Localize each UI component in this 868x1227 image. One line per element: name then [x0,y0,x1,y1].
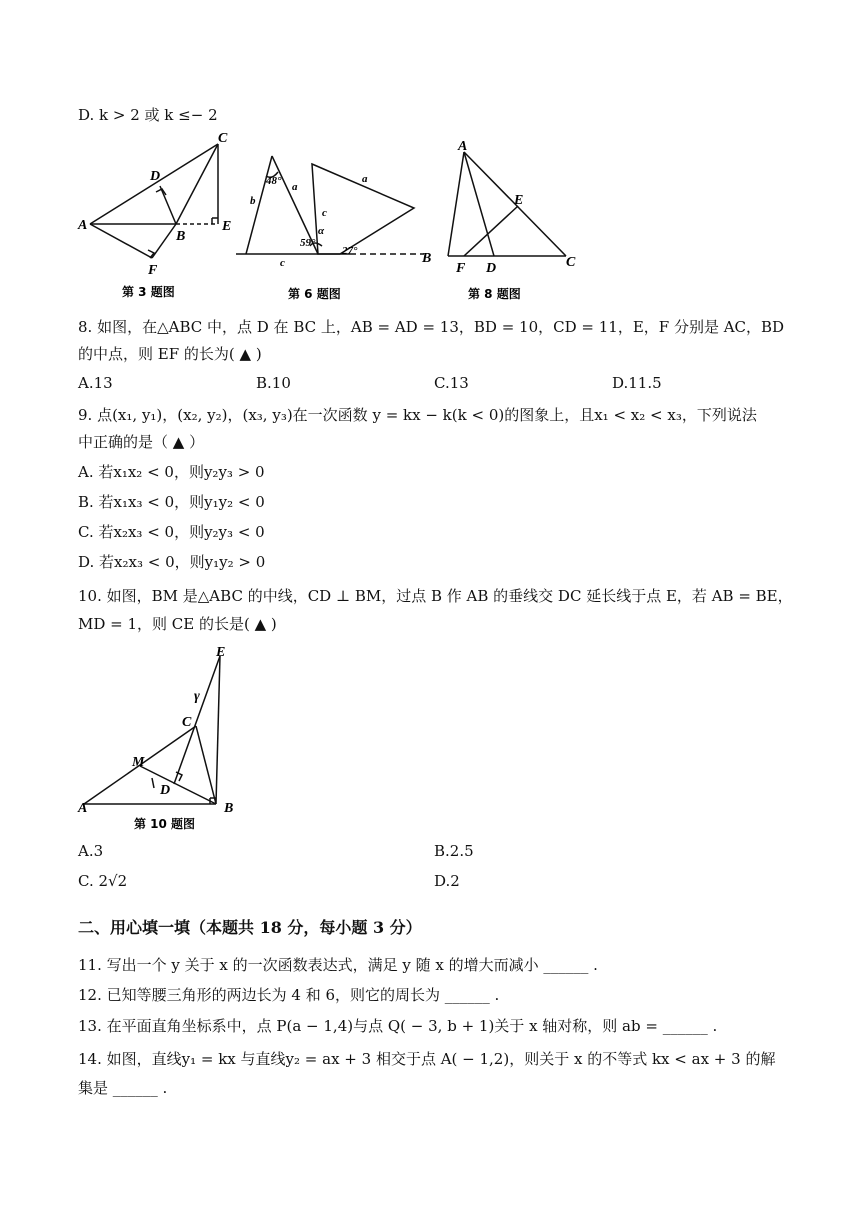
caption-fig10: 第 10 题图 [134,817,196,831]
section-2-heading: 二、用心填一填（本题共 18 分，每小题 3 分） [78,918,422,937]
q10-option-c: C. 2√2 [78,872,128,890]
q9-option-b: B. 若x₁x₃ < 0，则y₁y₂ < 0 [78,493,265,511]
label-D: D [150,169,161,184]
q8-line2: 的中点，则 EF 的长为( ▲ ) [78,345,262,363]
figure-10 [78,644,248,834]
label-F-fig8: F [456,261,466,276]
label-B-fig6: B [422,251,432,266]
caption-fig6: 第 6 题图 [288,287,341,301]
q8-option-b: B.10 [256,374,291,392]
side-c-mid: c [322,207,327,219]
label-A-fig10: A [78,801,88,816]
q14-line2: 集是 ______ . [78,1079,168,1097]
label-C-fig8: C [566,255,576,270]
q9-option-a: A. 若x₁x₂ < 0，则y₂y₃ > 0 [78,463,265,481]
label-M: M [132,755,145,770]
label-B: B [176,229,186,244]
q8-option-a: A.13 [78,374,113,392]
label-C-fig10: C [182,715,192,730]
q12: 12. 已知等腰三角形的两边长为 4 和 6，则它的周长为 ______ . [78,986,500,1004]
side-c-bottom: c [280,257,285,269]
figure-6 [236,150,446,300]
q8-line1: 8. 如图，在△ABC 中，点 D 在 BC 上，AB = AD = 13，BD = 10，CD = 11，E，F 分别是 AC，BD [78,318,785,336]
label-F: F [148,263,158,278]
label-E-fig8: E [514,193,524,208]
prev-option-d: D. k > 2 或 k ≤− 2 [78,106,218,124]
side-a-right: a [362,173,368,185]
figure-3 [78,132,248,302]
figure-8 [448,138,588,301]
label-E-fig10: E [216,645,226,660]
q9-line1: 9. 点(x₁, y₁)，(x₂, y₂)，(x₃, y₃)在一次函数 y = kx − k(k < 0)的图象上，且x₁ < x₂ < x₃，下列说法 [78,406,757,424]
label-E: E [222,219,232,234]
q13: 13. 在平面直角坐标系中，点 P(a − 1,4)与点 Q( − 3, b + 1)关于 x 轴对称，则 ab = ______ . [78,1017,718,1035]
caption-fig8: 第 8 题图 [468,287,521,301]
label-B-fig10: B [224,801,234,816]
label-D-fig8: D [486,261,497,276]
q10-option-a: A.3 [78,842,104,860]
angle-59: 59° [300,237,316,249]
q8-option-c: C.13 [434,374,469,392]
q9-option-d: D. 若x₂x₃ < 0，则y₁y₂ > 0 [78,553,266,571]
angle-27: 27° [342,245,358,257]
label-gamma: γ [194,689,200,704]
q8-option-d: D.11.5 [612,374,662,392]
q10-option-d: D.2 [434,872,460,890]
q11: 11. 写出一个 y 关于 x 的一次函数表达式，满足 y 随 x 的增大而减小 ______ . [78,956,598,974]
side-b: b [250,195,256,207]
q10-line1: 10. 如图，BM 是△ABC 的中线，CD ⊥ BM，过点 B 作 AB 的垂线交 DC 延长线于点 E，若 AB = BE， [78,587,793,605]
label-D-fig10: D [160,783,171,798]
q10-option-b: B.2.5 [434,842,474,860]
angle-48: 48° [266,175,282,187]
caption-fig3: 第 3 题图 [122,285,175,299]
label-C: C [218,131,228,146]
label-A: A [78,218,88,233]
angle-alpha: α [318,225,325,237]
side-a-left: a [292,181,298,193]
label-A-fig8: A [458,139,468,154]
q10-line2: MD = 1，则 CE 的长是( ▲ ) [78,615,277,633]
q9-line2: 中正确的是（ ▲ ） [78,433,205,451]
q9-option-c: C. 若x₂x₃ < 0，则y₂y₃ < 0 [78,523,265,541]
q14-line1: 14. 如图，直线y₁ = kx 与直线y₂ = ax + 3 相交于点 A( − 1,2)，则关于 x 的不等式 kx < ax + 3 的解 [78,1050,776,1068]
